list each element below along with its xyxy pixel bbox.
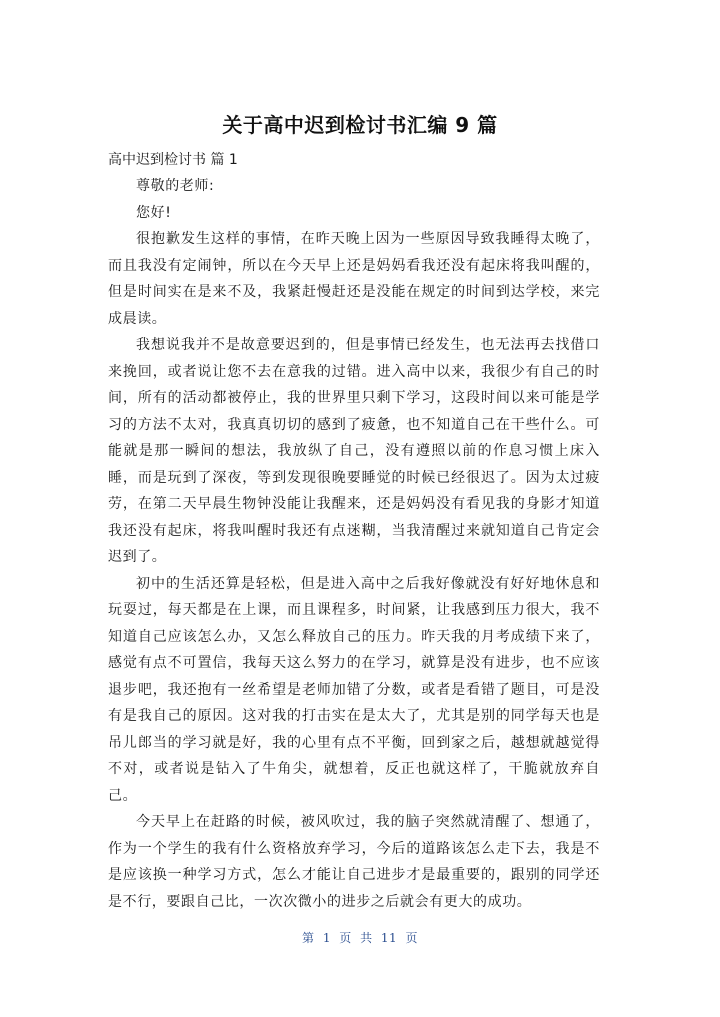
page-number-footer: 第 1 页 共 11 页 xyxy=(302,931,418,945)
document-title: 关于高中迟到检讨书汇编 9 篇 xyxy=(222,113,498,137)
body-paragraph: 今天早上在赶路的时候，被风吹过，我的脑子突然就清醒了、想通了，作为一个学生的我有什么资格放弃学习，今后的道路该怎么走下去，我是不是应该换一种学习方式，怎么才能让自己进步才是最重要的，跟别的同学还是不行，要跟自己比，一次次微小的进步之后就会有更大的成功。 xyxy=(108,814,600,910)
body-paragraph: 很抱歉发生这样的事情，在昨天晚上因为一些原因导致我睡得太晚了，而且我没有定闹钟，所以在今天早上还是妈妈看我还没有起床将我叫醒的，但是时间实在是来不及，我紧赶慢赶还是没能在规定的时间到达学校，来完成晨读。 xyxy=(108,231,600,327)
article-heading: 高中迟到检讨书 篇 1 xyxy=(108,152,238,168)
greeting: 您好! xyxy=(136,204,172,221)
salutation: 尊敬的老师: xyxy=(136,178,215,194)
body-paragraph: 我想说我并不是故意要迟到的，但是事情已经发生，也无法再去找借口来挽回，或者说让您不去在意我的过错。进入高中以来，我很少有自己的时间，所有的活动都被停止，我的世界里只剩下学习，这段时间以来可能是学习的方法不太对，我真真切切的感到了疲惫，也不知道自己在干些什么。可能就是那一瞬间的想法，我放纵了自己，没有遵照以前的作息习惯上床入睡，而是玩到了深夜，等到发现很晚要睡觉的时候已经很迟了。因为太过疲劳，在第二天早晨生物钟没能让我醒来，还是妈妈没有看见我的身影才知道我还没有起床，将我叫醒时我还有点迷糊，当我清醒过来就知道自己肯定会迟到了。 xyxy=(108,337,600,565)
document-body xyxy=(108,173,600,915)
body-paragraph: 初中的生活还算是轻松，但是进入高中之后我好像就没有好好地休息和玩耍过，每天都是在上课，而且课程多，时间紧，让我感到压力很大，我不知道自己应该怎么办，又怎么释放自己的压力。昨天我的月考成绩下来了，感觉有点不可置信，我每天这么努力的在学习，就算是没有进步，也不应该退步吧，我还抱有一丝希望是老师加错了分数，或者是看错了题目，可是没有是我自己的原因。这对我的打击实在是太大了，尤其是别的同学每天也是吊儿郎当的学习就是好，我的心里有点不平衡，回到家之后，越想就越觉得不对，或者说是钻入了牛角尖，就想着，反正也就这样了，干脆就放弃自己。 xyxy=(108,575,600,804)
